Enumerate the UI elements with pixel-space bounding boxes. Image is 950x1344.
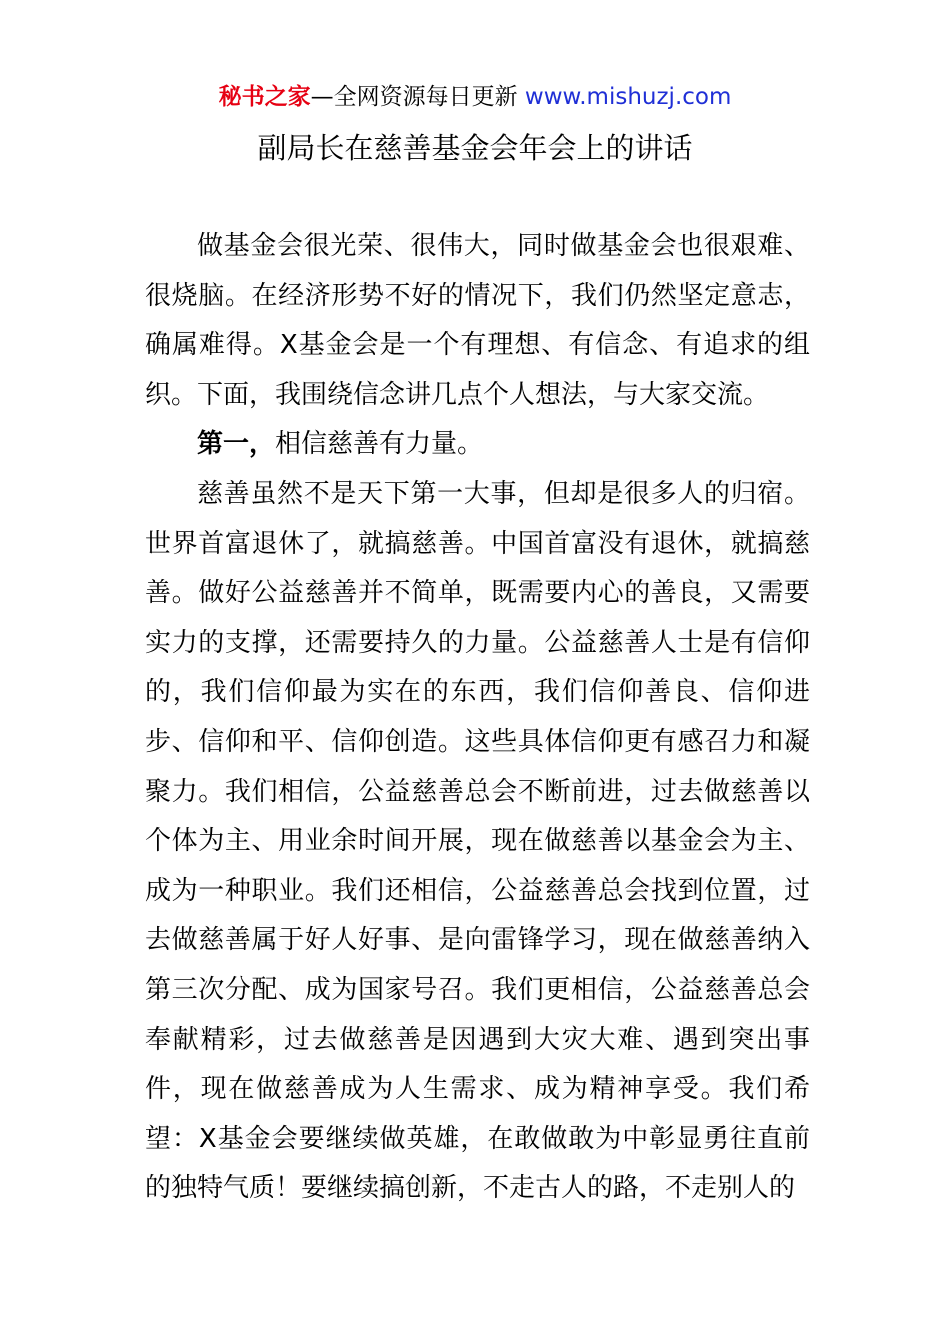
section-number: 第一， [197, 429, 276, 460]
site-url-link[interactable]: www.mishuzj.com [524, 84, 732, 110]
site-brand: 秘书之家 [218, 84, 311, 110]
intro-paragraph: 做基金会很光荣、很伟大，同时做基金会也很艰难、很烧脑。在经济形势不好的情况下，我们仍然坚定意志，确属难得。X基金会是一个有理想、有信念、有追求的组织。下面，我围绕信念讲几点个人想法，与大家交流。 [145, 231, 810, 410]
site-slogan: —全网资源每日更新 [310, 84, 525, 110]
document-body [145, 222, 810, 1214]
section-heading [145, 420, 810, 470]
site-header [0, 80, 950, 114]
section-paragraph: 慈善虽然不是天下第一大事，但却是很多人的归宿。世界首富退休了，就搞慈善。中国首富没有退休，就搞慈善。做好公益慈善并不简单，既需要内心的善良，又需要实力的支撑，还需要持久的力量。公益慈善人士是有信仰的，我们信仰最为实在的东西，我们信仰善良、信仰进步、信仰和平、信仰创造。这些具体信仰更有感召力和凝聚力。我们相信，公益慈善总会不断前进，过去做慈善以个体为主、用业余时间开展，现在做慈善以基金会为主、成为一种职业。我们还相信，公益慈善总会找到位置，过去做慈善属于好人好事、是向雷锋学习，现在做慈善纳入第三次分配、成为国家号召。我们更相信，公益慈善总会奉献精彩，过去做慈善是因遇到大灾大难、遇到突出事件，现在做慈善成为人生需求、成为精神享受。我们希望：X基金会要继续做英雄，在敢做敢为中彰显勇往直前的独特气质！要继续搞创新，不走古人的路，不走别人的 [145, 478, 810, 1204]
section-heading-text: 相信慈善有力量。 [275, 429, 484, 460]
document-title: 副局长在慈善基金会年会上的讲话 [257, 131, 693, 165]
